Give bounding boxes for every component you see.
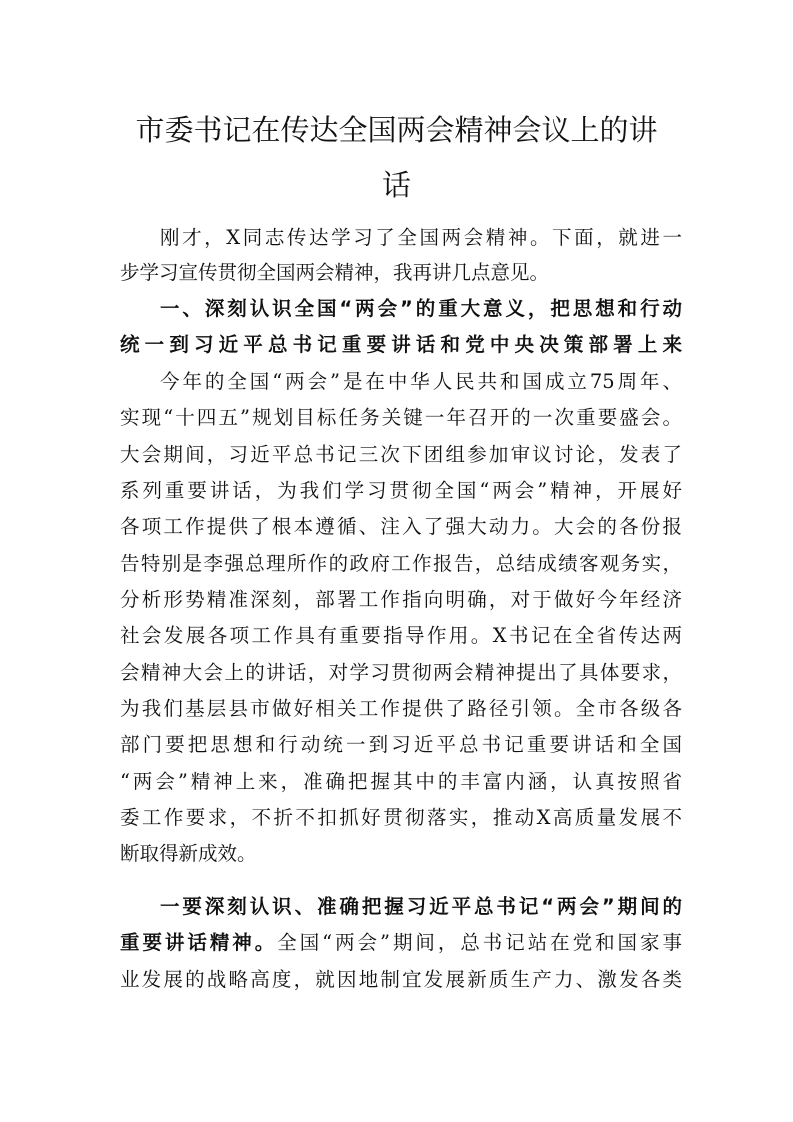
paragraph-line bbox=[120, 839, 682, 869]
text-segment: 社会发展各项工作具有重要指导作用。X书记在全省传达两 bbox=[120, 624, 682, 647]
text-segment: 断取得新成效。 bbox=[120, 842, 257, 865]
text-segment: 刚才，X同志传达学习了全国两会精神。下面，就进一 bbox=[160, 226, 682, 249]
text-segment: 委工作要求，不折不扣抓好贯彻落实，推动X高质量发展不 bbox=[120, 806, 682, 829]
paragraph-line bbox=[120, 621, 682, 651]
text-segment: 大会期间，习近平总书记三次下团组参加审议讨论，发表了 bbox=[120, 443, 682, 466]
text-segment: 为我们基层县市做好相关工作提供了路径引领。全市各级各 bbox=[120, 697, 682, 720]
section-heading-line bbox=[120, 330, 682, 360]
text-segment: “两会”精神上来，准确把握其中的丰富内涵，认真按照省 bbox=[120, 770, 682, 793]
document-title-line-2: 话 bbox=[381, 168, 411, 202]
text-segment: 业发展的战略高度，就因地制宜发展新质生产力、激发各类 bbox=[120, 968, 682, 991]
paragraph-line bbox=[120, 767, 682, 797]
bold-lead-text: 重要讲话精神。 bbox=[120, 931, 278, 954]
paragraph-line bbox=[160, 892, 682, 922]
text-segment: 各项工作提供了根本遵循、注入了强大动力。大会的各份报 bbox=[120, 515, 682, 538]
paragraph-line bbox=[120, 258, 682, 288]
text-segment: 实现“十四五”规划目标任务关键一年召开的一次重要盛会。 bbox=[120, 406, 682, 429]
text-segment: 今年的全国“两会”是在中华人民共和国成立75周年、 bbox=[160, 370, 682, 393]
bold-lead-text: 一要深刻认识、准确把握习近平总书记“两会”期间的 bbox=[160, 895, 682, 918]
paragraph-line bbox=[160, 367, 682, 397]
paragraph-line bbox=[120, 403, 682, 433]
paragraph-line bbox=[160, 223, 682, 253]
text-segment: 一、深刻认识全国“两会”的重大意义，把思想和行动 bbox=[160, 297, 682, 320]
paragraph-line bbox=[120, 549, 682, 579]
paragraph-line bbox=[120, 658, 682, 688]
text-segment: 告特别是李强总理所作的政府工作报告，总结成绩客观务实， bbox=[120, 552, 682, 575]
paragraph-line bbox=[120, 512, 682, 542]
paragraph-line bbox=[120, 730, 682, 760]
paragraph-line bbox=[120, 585, 682, 615]
text-segment: 会精神大会上的讲话，对学习贯彻两会精神提出了具体要求， bbox=[120, 661, 682, 684]
text-segment: 统一到习近平总书记重要讲话和党中央决策部署上来 bbox=[120, 333, 682, 356]
text-segment: 分析形势精准深刻，部署工作指向明确，对于做好今年经济 bbox=[120, 588, 682, 611]
section-heading-line bbox=[160, 294, 682, 324]
paragraph-line bbox=[120, 440, 682, 470]
paragraph-line bbox=[120, 476, 682, 506]
text-segment: 部门要把思想和行动统一到习近平总书记重要讲话和全国 bbox=[120, 733, 682, 756]
text-segment: 全国“两会”期间，总书记站在党和国家事 bbox=[277, 931, 682, 954]
text-segment: 系列重要讲话，为我们学习贯彻全国“两会”精神，开展好 bbox=[120, 479, 682, 502]
text-segment: 步学习宣传贯彻全国两会精神，我再讲几点意见。 bbox=[120, 261, 550, 284]
paragraph-line bbox=[120, 803, 682, 833]
paragraph-line bbox=[120, 928, 682, 958]
paragraph-line bbox=[120, 694, 682, 724]
paragraph-line bbox=[120, 965, 682, 995]
document-title-line-1: 市委书记在传达全国两会精神会议上的讲 bbox=[135, 113, 658, 147]
